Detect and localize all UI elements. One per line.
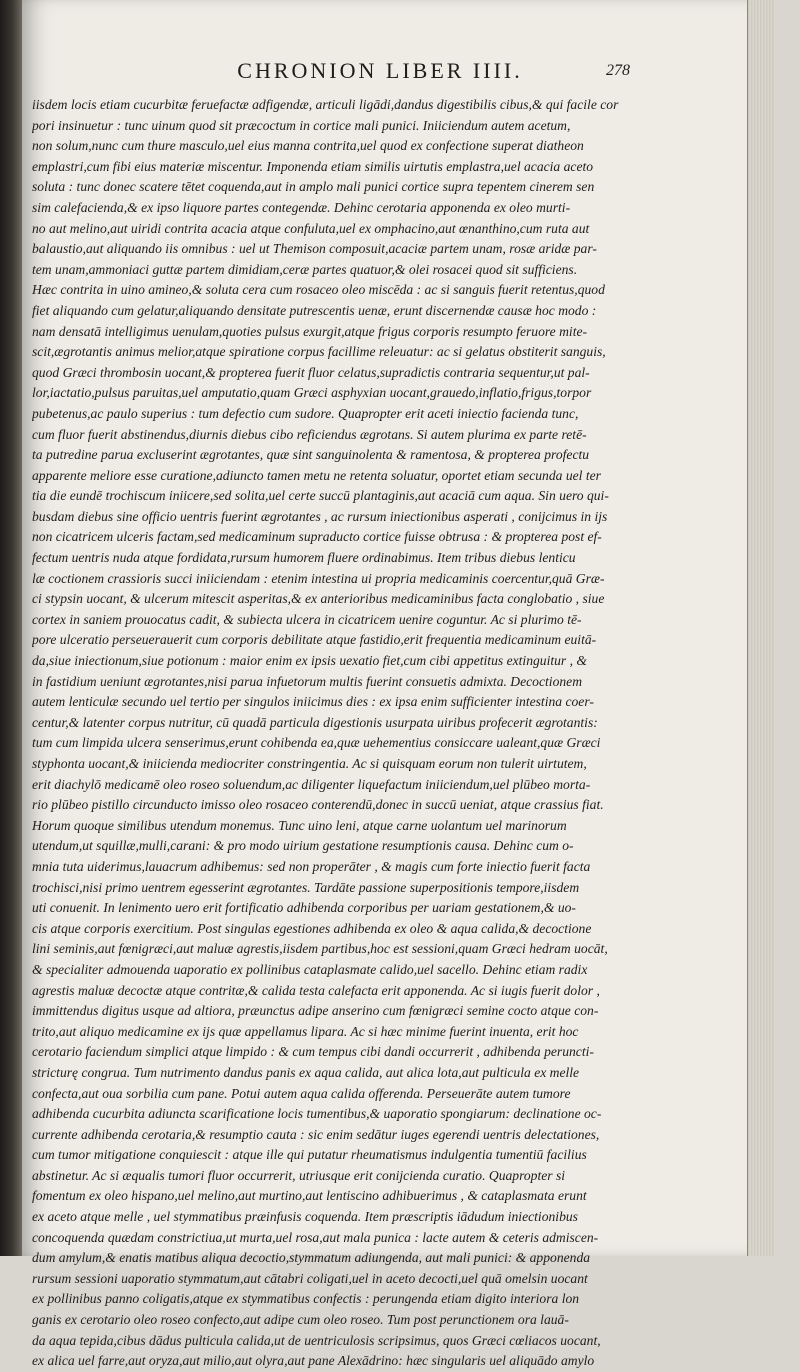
text-line: Hæc contrita in uino amineo,& soluta cera cum rosaceo oleo miscēda : ac si sanguis fuerit retentus,quod [32, 282, 605, 298]
text-line: pori insinuetur : tunc uinum quod sit præcoctum in cortice mali punici. Iniiciendum autem acetum, [32, 117, 571, 133]
text-line: abstinetur. Ac si æqualis tumori fluor occurrerit, utriusque erit conijcienda curatio. Quapropter si [32, 1167, 566, 1183]
text-line: mnia tuta uiderimus,lauacrum adhibemus: sed non properāter , & magis cum forte iniectio fuerit facta [32, 858, 591, 874]
text-line: non solum,nunc cum thure masculo,uel eius manna contrita,uel quod ex confectione superat diatheon [32, 138, 584, 154]
text-line: balaustio,aut aliquando iis omnibus : uel ut Themison composuit,acaciæ partem unam, rosæ aridæ par- [32, 241, 597, 257]
text-line: tum cum limpida ulcera senserimus,erunt cohibenda ea,quæ uehementius consiccare ualeant,quæ Græci [32, 735, 601, 751]
text-line: iisdem locis etiam cucurbitæ feruefactæ adfigendæ, articuli ligādi,dandus digestibilis cibus,& qui facile cor [32, 97, 619, 112]
text-line: cum tumor mitigatione conquiescit : atque ille qui putatur rheumatismus indulgentia tumentiū facilius [32, 1147, 587, 1163]
text-line: dum amylum,& enatis matibus aliqua decoctio,stymmatum adiungenda, aut mali punici: & apponenda [32, 1250, 591, 1266]
text-line: erit diachylō medicamē oleo roseo soluendum,ac diligenter liquefactum iniiciendum,uel plūbeo morta- [32, 776, 591, 792]
text-line: cerotario faciendum simplici atque limpido : & cum tempus cibi dandi occurrerit , adhibenda peruncti- [32, 1044, 594, 1060]
text-line: emplastri,cum fibi eius materiæ miscentur. Imponenda etiam similis uirtutis emplastra,uel acacia aceto [32, 158, 594, 174]
text-line: centur,& latenter corpus nutritur, cū quadā particula digestionis usurpata uiribus profecerit ægrotantis: [32, 714, 598, 730]
text-line: fiet aliquando cum gelatur,aliquando densitate putrescentis uenæ, erunt discernendæ causæ hoc modo : [32, 302, 597, 318]
page-fore-edge [747, 0, 774, 1256]
text-line: tem unam,ammoniaci guttæ partem dimidiam,ceræ partes quatuor,& olei rosacei quod sit sufficiens. [32, 261, 578, 277]
text-line: & specialiter admouenda uaporatio ex pollinibus cataplasmate calido,uel sacello. Dehinc etiam radix [32, 961, 588, 977]
text-line: quod Græci thrombosin uocant,& propterea fuerit fluor celatus,supradictis contraria sequentur,ut pal- [32, 364, 590, 380]
text-line: apparente meliore esse curatione,adiuncto tamen metu ne retenta soluatur, oportet etiam secunda uel ter [32, 467, 601, 483]
text-line: ex pollinibus panno coligatis,atque ex stymmatibus confectis : perungenda etiam digito interiora lon [32, 1291, 580, 1307]
text-line: Horum quoque similibus utendum monemus. Tunc uino leni, atque carne uolantum uel marinorum [32, 817, 567, 833]
text-line: pore ulceratio perseuerauerit cum corporis debilitate atque fastidio,erit frequentia medicaminum euitā- [32, 632, 597, 648]
text-line: no aut melino,aut uiridi contrita acacia atque confuluta,uel ex omphacino,aut œnanthino,cum ruta aut [32, 220, 590, 236]
running-head: CHRONION LIBER IIII. [237, 58, 523, 83]
text-line: cis atque corporis exercitium. Post singulas egestiones adhibenda ex oleo & aqua calida,& decoctione [32, 920, 592, 936]
text-line: agrestis maluæ decoctæ atque contritæ,& calida testa calefacta erit apponenda. Ac si iugis fuerit dolor , [32, 982, 600, 998]
page-number: 278 [606, 62, 630, 79]
text-line: immittendus digitus usque ad altiora, præunctus adipe anserino cum fœnigræci semine cocto atque con- [32, 1003, 599, 1019]
text-line: ex alica uel farre,aut oryza,aut milio,aut olyra,aut pane Alexādrino: hæc singularis uel aliquādo amylo [32, 1353, 595, 1369]
text-line: læ coctionem crassioris succi iniiciendam : etenim intestina ui propria medicaminis coercentur,quā Græ- [32, 570, 605, 586]
text-line: ta putredine parua excluserint ægrotantes, quæ sint sanguinolenta & ramentosa, & propterea profectu [32, 447, 590, 463]
text-line: cum fluor fuerit abstinendus,diurnis diebus cibo reficiendus ægrotans. Si autem plurima ex parte retē- [32, 426, 587, 442]
text-line: utendum,ut squillæ,mulli,carani: & pro modo uirium gestatione resumptionis causa. Dehinc cum o- [32, 838, 574, 854]
text-line: non cicatricem ulceris factam,sed medicaminum supraducto cortice fuisse obtrusa : & propterea post ef- [32, 529, 602, 545]
text-line: concoquenda quædam constrictiua,ut murta,uel rosa,aut mala punica : lacte autem & ceteris admiscen- [32, 1229, 599, 1245]
text-line: adhibenda cucurbita adiuncta scarificatione locis tumentibus,& uaporatio spongiarum: declinatione oc- [32, 1106, 602, 1122]
text-line: rio plūbeo pistillo circunducto imisso oleo rosaceo conterendū,donec in succū ueniat, atque crassius fiat. [32, 797, 604, 813]
text-line: sim calefacienda,& ex ipso liquore partes contegendæ. Dehinc cerotaria apponenda ex oleo murti- [32, 199, 571, 215]
text-line: pubetenus,ac paulo superius : tum defectio cum sudore. Quapropter erit aceti iniectio facienda tunc, [32, 405, 579, 421]
text-line: lor,iactatio,pulsus paruitas,uel amputatio,quam Græci asphyxian uocant,grauedo,inflatio,frigus,torpor [32, 385, 592, 401]
text-line: confecta,aut oua sorbilia cum pane. Potui autem aqua calida offerenda. Perseuerāte autem tumore [32, 1085, 571, 1101]
text-line: in fastidium ueniunt ægrotantes,nisi parua infuetorum multis fuerint consuetis admixta. Decoctionem [32, 673, 583, 689]
text-line: da aqua tepida,cibus dādus pulticula calida,ut de uentriculosis scripsimus, quos Græci cœliacos uocant, [32, 1332, 601, 1348]
text-line: fomentum ex oleo hispano,uel melino,aut murtino,aut lentiscino adhibuerimus , & cataplasmata erunt [32, 1188, 587, 1204]
text-line: fectum uentris nuda atque fordidata,rursum humorem fluere ordinabimus. Item tribus diebus lenticu [32, 550, 576, 566]
text-line: cortex in saniem prouocatus cadit, & subiecta ulcera in cicatricem uenire coguntur. Ac si plurimo tē- [32, 611, 582, 627]
text-line: uti conuenit. In lenimento uero erit fortificatio adhibenda corporibus per uariam gestationem,& uo- [32, 900, 576, 916]
text-line: styphonta uocant,& iniicienda mediocriter constringentia. Ac si quisquam eorum non tulerit uirtutem, [32, 756, 587, 771]
text-line: autem lenticulæ secundo uel tertio per singulos iniicimus dies : ex ipsa enim sufficienter intestina coer- [32, 694, 594, 710]
text-line: ex aceto atque melle , uel stymmatibus præinfusis coquenda. Item præscriptis iādudum iniectionibus [32, 1209, 578, 1225]
text-line: trochisci,nisi primo uentrem egesserint ægrotantes. Tardāte passione superpositionis tempore,iisdem [32, 879, 580, 895]
text-line: ci stypsin uocant, & ulcerum mitescit asperitas,& ex anterioribus medicaminibus facta conglobatio , siue [32, 591, 605, 607]
text-line: lini seminis,aut fœnigræci,aut maluæ agrestis,iisdem partibus,hoc est sessioni,quam Græci hedram uocāt, [32, 941, 608, 957]
text-line: tia die eundē trochiscum iniicere,sed solita,uel certe succū plantaginis,aut acaciā cum aqua. Sin uero qui- [32, 488, 609, 504]
text-line: scit,ægrotantis animus melior,atque spiratione corpus facillime releuatur: ac si gelatus obstiterit sanguis, [32, 344, 606, 360]
text-line: ganis ex cerotario oleo roseo confecto,aut adipe cum oleo roseo. Tum post perunctionem ora lauā- [32, 1312, 569, 1328]
text-line: currente adhibenda cerotaria,& resumptio cauta : sic enim sedātur iuges egerendi uentris delectationes, [32, 1126, 600, 1142]
text-line: stricturę congrua. Tum nutrimento dandus panis ex aqua calida, aut alica lota,aut pulticula ex melle [32, 1064, 580, 1080]
body-text [32, 95, 652, 1372]
text-line: soluta : tunc donec scatere tētet coquenda,aut in amplo mali punici cortice supra tepentem cinerem sen [32, 179, 595, 195]
text-line: nam densatā intelligimus uenulam,quoties pulsus exurgit,atque frigus corporis resumpto feruore mite- [32, 323, 588, 339]
text-line: rursum sessioni uaporatio stymmatum,aut cātabri coligati,uel in aceto decocti,uel quā omelsin uocant [32, 1270, 588, 1286]
text-line: da,siue iniectionum,siue potionum : maior enim ex ipsis uexatio fiet,cum cibi appetitus extinguitur , & [32, 653, 587, 669]
text-line: trito,aut aliquo medicamine ex ijs quæ appellamus lipara. Ac si hæc minime fuerint inuenta, erit hoc [32, 1023, 579, 1039]
text-line: busdam diebus sine officio uentris fuerint ægrotantes , ac rursum iniectionibus asperati , conijcimus in ijs [32, 508, 608, 524]
